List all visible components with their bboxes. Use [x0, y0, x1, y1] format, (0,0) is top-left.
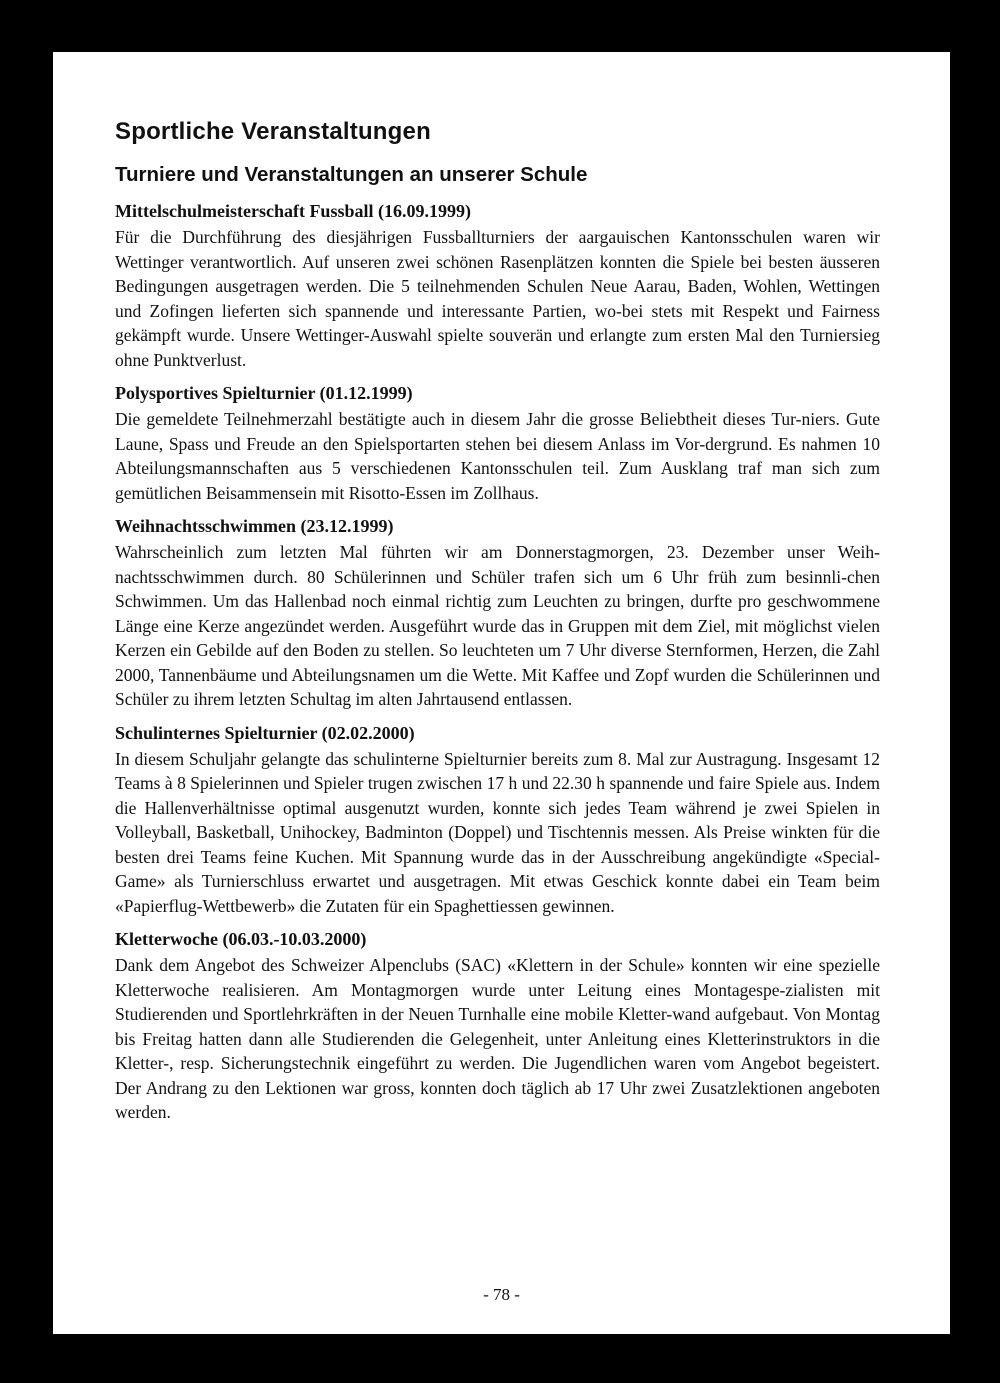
section-heading: Polysportives Spielturnier (01.12.1999) [115, 383, 413, 403]
section-fussball [115, 199, 880, 372]
page-subtitle: Turniere und Veranstaltungen an unserer Schule [115, 163, 588, 186]
section-weihnachtsschwimmen [115, 514, 880, 712]
section-body: Wahrscheinlich zum letzten Mal führten wir am Donnerstagmorgen, 23. Dezember unser Weih-nachtsschwimmen durch. 80 Schülerinnen und Schüler trafen sich um 6 Uhr früh zum besinnli-chen Schwimmen. Um das Hallenbad noch einmal richtig zum Leuchten zu bringen, durfte pro geschwommene Länge eine Kerze angezündet werden. Ausgeführt wurde das in Gruppen mit dem Ziel, mit möglichst vielen Kerzen ein Gebilde auf den Boden zu stellen. So leuchteten um 7 Uhr diverse Sternformen, Herzen, die Zahl 2000, Tannenbäume und Abteilungsnamen um die Wette. Mit Kaffee und Zopf wurden die Schülerinnen und Schüler zu ihrem letzten Schultag im alten Jahrtausend entlassen. [115, 542, 880, 709]
section-kletterwoche [115, 927, 880, 1125]
section-heading: Schulinternes Spielturnier (02.02.2000) [115, 722, 415, 743]
page-content [115, 118, 880, 1134]
section-body: Dank dem Angebot des Schweizer Alpenclubs (SAC) «Klettern in der Schule» konnten wir eine spezielle Kletterwoche realisieren. Am Montagmorgen wurde unter Leitung eines Montagespe-zialisten mit Studierenden und Sportlehrkräften in der Neuen Turnhalle eine mobile Kletter-wand aufgebaut. Von Montag bis Freitag hatten dann alle Studierenden die Gelegenheit, unter Anleitung eines Kletterinstruktors in die Kletter-, resp. Sicherungstechnik eingeführt zu werden. Die Jugendlichen waren vom Angebot begeistert. Der Andrang zu den Lektionen war gross, konnten doch täglich ab 17 Uhr zwei Zusatzlektionen angeboten werden. [115, 955, 880, 1122]
page-title: Sportliche Veranstaltungen [115, 118, 431, 145]
section-heading: Mittelschulmeisterschaft Fussball (16.09.1999) [115, 201, 471, 221]
document-page [53, 52, 950, 1334]
section-body: Die gemeldete Teilnehmerzahl bestätigte auch in diesem Jahr die grosse Beliebtheit dieses Tur-niers. Gute Laune, Spass und Freude an den Spielsportarten stehen bei diesem Anlass im Vor-dergrund. Es nahmen 10 Abteilungsmannschaften aus 5 verschiedenen Kantonsschulen teil. Zum Ausklang traf man sich zum gemütlichen Beisammensein mit Risotto-Essen im Zollhaus. [115, 409, 880, 503]
section-body: Für die Durchführung des diesjährigen Fussballturniers der aargauischen Kantonsschulen waren wir Wettinger verantwortlich. Auf unseren zwei schönen Rasenplätzen konnten die Spiele bei besten äusseren Bedingungen ausgetragen werden. Die 5 teilnehmenden Schulen Neue Aarau, Baden, Wohlen, Wettingen und Zofingen lieferten sich spannende und interessante Partien, wo-bei stets mit Respekt und Fairness gekämpft wurde. Unsere Wettinger-Auswahl spielte souverän und erlangte zum ersten Mal den Turniersieg ohne Punktverlust. [115, 227, 880, 370]
section-body: In diesem Schuljahr gelangte das schulinterne Spielturnier bereits zum 8. Mal zur Austragung. Insgesamt 12 Teams à 8 Spielerinnen und Spieler trugen zwischen 17 h und 22.30 h spannende und faire Spiele aus. Indem die Hallenverhältnisse optimal ausgenutzt wurden, konnte sich jedes Team während je zwei Spielen in Volleyball, Basketball, Unihockey, Badminton (Doppel) und Tischtennis messen. Als Preise winkten für die besten drei Teams feine Kuchen. Mit Spannung wurde das in der Ausschreibung angekündigte «Special-Game» als Turnierschluss erwartet und ausgetragen. Mit etwas Geschick konnte dabei ein Team beim «Papierflug-Wettbewerb» die Zutaten für ein Spaghettiessen gewinnen. [115, 748, 880, 916]
section-schulinternes-spielturnier [115, 721, 880, 919]
section-heading: Weihnachtsschwimmen (23.12.1999) [115, 516, 394, 536]
section-spielturnier [115, 381, 880, 505]
section-heading: Kletterwoche (06.03.-10.03.2000) [115, 929, 367, 949]
page-number: - 78 - [483, 1285, 520, 1304]
